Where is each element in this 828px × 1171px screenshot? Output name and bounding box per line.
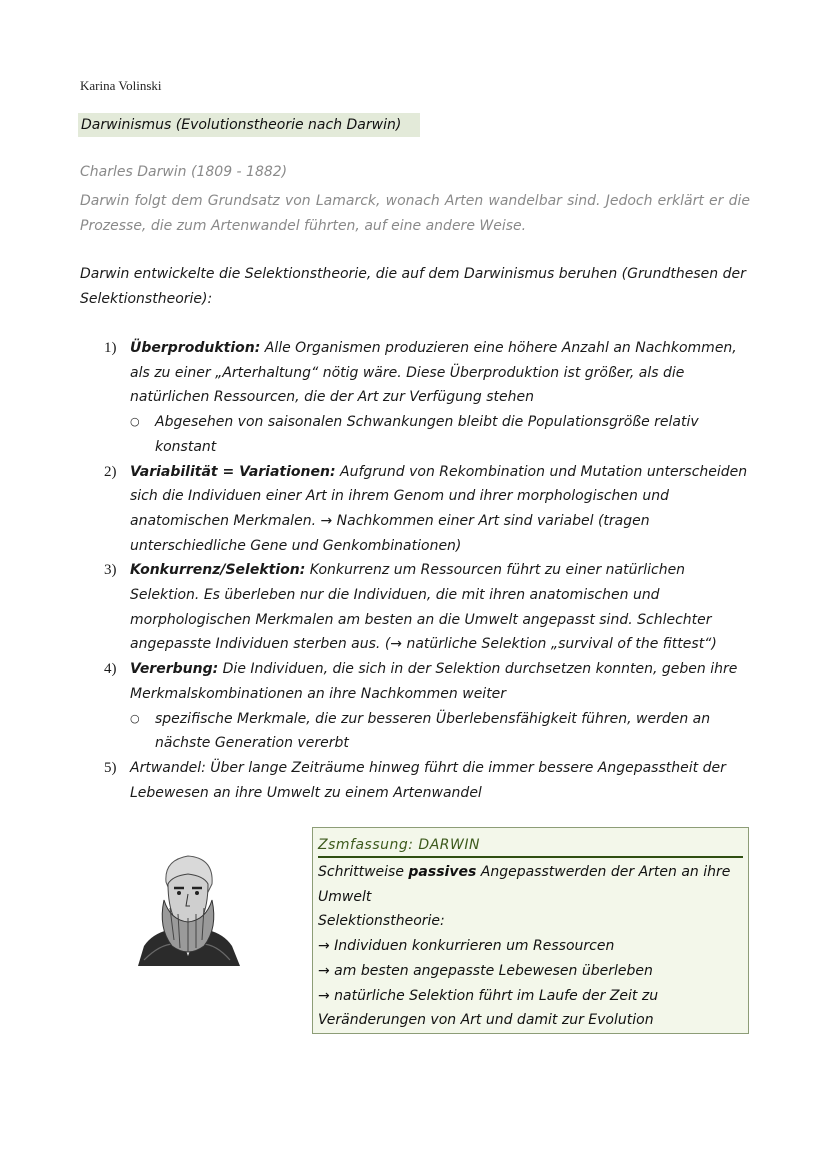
list-number: 1)	[104, 340, 117, 356]
thesis-term: Überproduktion:	[130, 340, 261, 356]
thesis-text: Konkurrenz um Ressourcen führt zu einer natürlichen Selektion. Es überleben nur die Individuen, die mit ihren anatomischen und morphologischen Merkmalen am besten an die Umwelt angepasst sind. Schlechter angepasste Individuen sterben aus. (→ natürliche Selektion „survival of the fittest“)	[130, 562, 717, 653]
summary-point: → natürliche Selektion führt im Laufe der Zeit zu Veränderungen von Art und damit zur Evolution	[318, 987, 659, 1029]
bullet-circle-icon: ○	[130, 711, 140, 725]
darwin-portrait-image	[130, 848, 246, 966]
lead-paragraph: Darwin entwickelte die Selektionstheorie, die auf dem Darwinismus beruhen (Grundthesen der Selektionstheorie):	[80, 266, 746, 307]
list-item	[98, 558, 750, 657]
thesis-text: Die Individuen, die sich in der Selektion durchsetzen konnten, geben ihre Merkmalskombinationen an ihre Nachkommen weiter	[130, 661, 738, 702]
summary-point: → am besten angepasste Lebewesen überleben	[318, 962, 653, 979]
list-item	[98, 460, 750, 559]
summary-line: Selektionstheorie:	[318, 913, 445, 930]
sub-bullet-text: Abgesehen von saisonalen Schwankungen bleibt die Populationsgröße relativ konstant	[155, 414, 699, 455]
thesis-term: Variabilität = Variationen:	[130, 463, 336, 480]
intro-name-years: Charles Darwin (1809 - 1882)	[80, 164, 288, 180]
intro-text: Darwin folgt dem Grundsatz von Lamarck, wonach Arten wandelbar sind. Jedoch erklärt er die Prozesse, die zum Artenwandel führten, auf eine andere Weise.	[80, 193, 750, 234]
summary-line-text: Angepasstwerden der Arten an ihre Umwelt	[318, 864, 731, 905]
thesis-term: Konkurrenz/Selektion:	[130, 562, 306, 579]
thesis-text: Aufgrund von Rekombination und Mutation unterscheiden sich die Individuen einer Art in ihrem Genom und ihrer morphologischen und anatomischen Merkmalen. → Nachkommen einer Art sind variabel (tragen unterschiedliche Gene und Genkombinationen)	[130, 463, 748, 554]
thesis-text: Alle Organismen produzieren eine höhere Anzahl an Nachkommen, als zu einer „Arterhaltung“ nötig wäre. Diese Überproduktion ist größer, als die natürlichen Ressourcen, die der Art zur Verfügung stehen	[130, 340, 737, 406]
sub-bullet-text: spezifische Merkmale, die zur besseren Überlebensfähigkeit führen, werden an nächste Generation vererbt	[155, 710, 711, 752]
summary-line-text: Schrittweise	[318, 864, 409, 880]
list-number: 3)	[104, 562, 117, 579]
list-item	[98, 657, 750, 756]
summary-title: Zsmfassung: DARWIN	[318, 834, 743, 858]
thesis-text: Artwandel: Über lange Zeiträume hinweg führt die immer bessere Angepasstheit der Lebewesen an ihre Umwelt zu einem Artenwandel	[130, 759, 726, 801]
sub-bullet-item	[130, 707, 750, 756]
list-number: 2)	[104, 463, 117, 480]
summary-body	[318, 860, 743, 1033]
list-item	[98, 336, 750, 460]
list-item	[98, 756, 750, 805]
summary-point: → Individuen konkurrieren um Ressourcen	[318, 938, 615, 955]
summary-box	[312, 827, 749, 1034]
author-name: Karina Volinski	[80, 78, 162, 93]
theses-list	[98, 336, 750, 805]
summary-emphasis: passives	[408, 864, 477, 880]
bullet-circle-icon: ○	[130, 415, 140, 429]
list-number: 5)	[104, 759, 117, 776]
thesis-term: Vererbung:	[130, 661, 219, 678]
document-title: Darwinismus (Evolutionstheorie nach Darwin)	[78, 113, 420, 137]
list-number: 4)	[104, 661, 117, 678]
summary-line	[318, 860, 743, 909]
sub-bullet-item	[130, 410, 750, 459]
